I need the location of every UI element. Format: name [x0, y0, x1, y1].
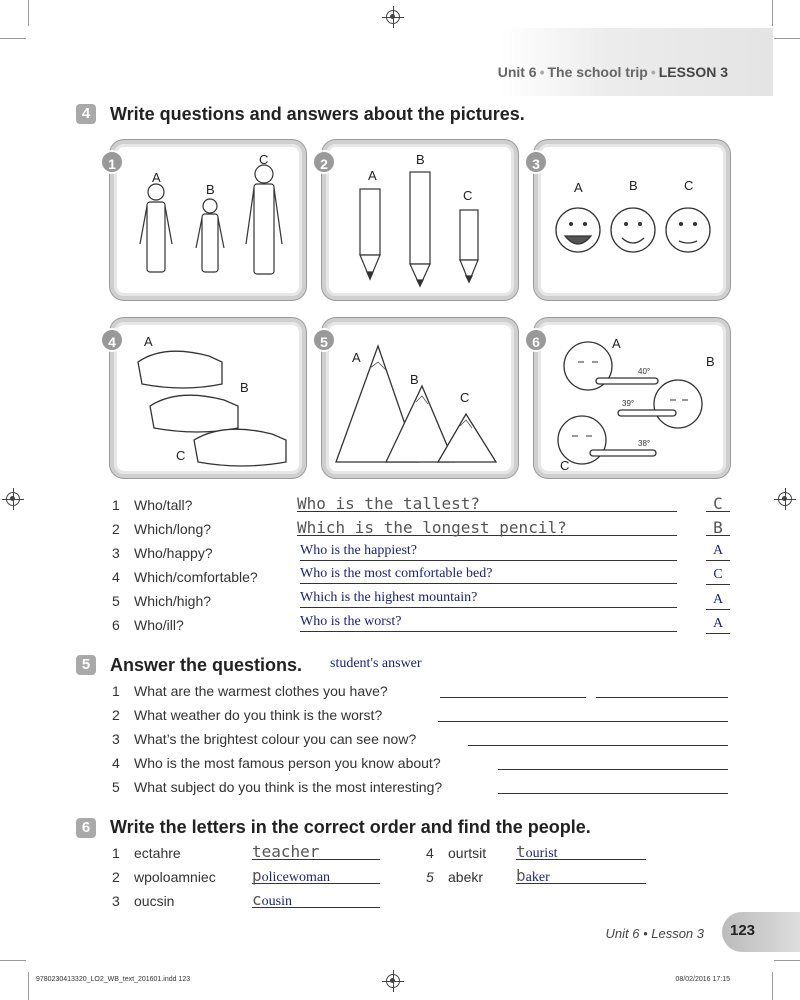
panel-3-number: 3	[524, 150, 548, 174]
question-row: 2 What weather do you think is the worst?	[112, 707, 383, 723]
panel-2-label-c: C	[463, 188, 473, 203]
registration-mark-icon	[6, 492, 20, 506]
panel-6-label-b: B	[706, 354, 715, 369]
answer-letter-field[interactable]: A	[706, 592, 730, 610]
header-lesson: LESSON 3	[658, 64, 728, 80]
answer-letter-field[interactable]: C	[706, 567, 730, 585]
header-unit: Unit 6	[497, 64, 537, 80]
header-topic: The school trip	[547, 64, 648, 80]
word-item: 3 oucsin	[112, 893, 175, 909]
picture-panel-5	[322, 318, 518, 478]
panel-1-label-a: A	[152, 170, 161, 185]
answer-field[interactable]	[468, 728, 728, 746]
answer-field[interactable]	[440, 680, 586, 698]
thermometer-3-reading: 38°	[638, 439, 651, 448]
thermometer-2-reading: 39°	[622, 399, 635, 408]
page-header: Unit 6 • The school trip • LESSON 3	[497, 64, 728, 80]
question-text: What weather do you think is the worst?	[134, 707, 383, 723]
registration-mark-icon	[386, 974, 400, 988]
crop-mark	[774, 960, 800, 961]
jumbled-word: ectahre	[134, 845, 181, 861]
panel-4-number: 4	[100, 328, 124, 352]
question-text: What are the warmest clothes you have?	[134, 683, 388, 699]
crop-mark	[0, 38, 26, 39]
answer-field[interactable]: Who is the tallest?	[297, 494, 677, 512]
question-prompt: Which/comfortable?	[134, 569, 258, 585]
word-answer-field[interactable]: policewoman	[252, 866, 380, 884]
word-answer-field[interactable]: cousin	[252, 890, 380, 908]
word-answer-field[interactable]: teacher	[252, 842, 380, 860]
word-item: 2 wpoloamniec	[112, 869, 216, 885]
answer-field[interactable]	[438, 704, 728, 722]
crop-mark	[28, 0, 29, 26]
panel-2-number: 2	[312, 150, 336, 174]
crop-mark	[772, 0, 773, 26]
section-4-number: 4	[76, 104, 96, 124]
picture-panel-1	[110, 140, 306, 300]
panel-1-label-b: B	[206, 182, 215, 197]
question-text: Who is the most famous person you know about?	[134, 755, 441, 771]
answer-field[interactable]: Who is the most comfortable bed?	[300, 566, 677, 584]
panel-3-label-b: B	[629, 178, 638, 193]
panel-1-number: 1	[100, 150, 124, 174]
section-5-note: student's answer	[330, 656, 422, 671]
picture-panel-2	[322, 140, 518, 300]
section-4-title: Write questions and answers about the pictures.	[110, 104, 525, 124]
word-item: 4 ourtsit	[426, 845, 487, 861]
panel-6-label-a: A	[612, 336, 621, 351]
question-row: 3 Who/happy?	[112, 545, 213, 561]
panel-6-label-c: C	[560, 458, 570, 473]
registration-mark-icon	[386, 10, 400, 24]
crop-mark	[774, 38, 800, 39]
print-slug-file: 9780230413320_LO2_WB_text_201601.indd 123	[36, 976, 191, 983]
answer-field[interactable]	[596, 680, 728, 698]
question-prompt: Which/high?	[134, 593, 212, 609]
question-row: 5 Which/high?	[112, 593, 212, 609]
question-text: What subject do you think is the most interesting?	[134, 779, 443, 795]
panel-5-number: 5	[312, 328, 336, 352]
question-row: 1 What are the warmest clothes you have?	[112, 683, 388, 699]
section-6-title: Write the letters in the correct order and find the people.	[110, 817, 591, 837]
question-row: 6 Who/ill?	[112, 617, 184, 633]
print-slug-date: 08/02/2016 17:15	[675, 976, 730, 983]
jumbled-word: oucsin	[134, 893, 175, 909]
question-text: What’s the brightest colour you can see now?	[134, 731, 417, 747]
jumbled-word: ourtsit	[448, 845, 487, 861]
panel-6-number: 6	[524, 328, 548, 352]
panel-1-label-c: C	[259, 152, 269, 167]
answer-letter-field[interactable]: B	[706, 518, 730, 536]
panel-5-label-a: A	[352, 350, 361, 365]
boys-height-illustration	[114, 144, 302, 296]
question-prompt: Who/ill?	[134, 617, 184, 633]
jumbled-word: abekr	[448, 869, 484, 885]
answer-field[interactable]	[498, 776, 728, 794]
section-5-title: Answer the questions.	[110, 655, 303, 675]
panel-4-label-b: B	[240, 380, 249, 395]
question-row: 4 Which/comfortable?	[112, 569, 258, 585]
ill-boys-illustration	[538, 322, 726, 474]
question-row: 1 Who/tall?	[112, 497, 193, 513]
panel-3-label-c: C	[684, 178, 694, 193]
question-prompt: Which/long?	[134, 521, 212, 537]
crop-mark	[0, 960, 26, 961]
pencils-illustration	[326, 144, 514, 296]
question-prompt: Who/tall?	[134, 497, 193, 513]
panel-4-label-c: C	[176, 448, 186, 463]
mountains-illustration	[326, 322, 514, 474]
panel-3-label-a: A	[574, 180, 583, 195]
answer-letter-field[interactable]: C	[706, 494, 730, 512]
answer-field[interactable]: Who is the worst?	[300, 614, 677, 632]
question-prompt: Who/happy?	[134, 545, 213, 561]
answer-field[interactable]	[498, 752, 728, 770]
question-row: 3 What’s the brightest colour you can see now?	[112, 731, 417, 747]
header-band	[497, 28, 773, 96]
answer-letter-field[interactable]: A	[706, 543, 730, 561]
faces-illustration	[538, 144, 726, 296]
crop-mark	[772, 972, 773, 1000]
panel-5-label-c: C	[460, 390, 470, 405]
footer-lesson-label: Unit 6 • Lesson 3	[605, 926, 704, 941]
beds-illustration	[114, 322, 302, 474]
answer-field[interactable]: Which is the highest mountain?	[300, 590, 677, 608]
picture-panel-6	[534, 318, 730, 478]
answer-field[interactable]: Which is the longest pencil?	[297, 518, 677, 536]
jumbled-word: wpoloamniec	[134, 869, 216, 885]
panel-2-label-b: B	[416, 152, 425, 167]
word-item: 5 abekr	[426, 869, 484, 885]
page-number: 123	[730, 922, 756, 939]
question-row: 4 Who is the most famous person you know about?	[112, 755, 441, 771]
registration-mark-icon	[778, 492, 792, 506]
question-row: 2 Which/long?	[112, 521, 212, 537]
word-item: 1 ectahre	[112, 845, 181, 861]
answer-letter-field[interactable]: A	[706, 616, 730, 634]
word-answer-field[interactable]: tourist	[516, 842, 646, 860]
panel-4-label-a: A	[144, 334, 153, 349]
answer-field[interactable]: Who is the happiest?	[300, 543, 677, 561]
picture-panel-4	[110, 318, 306, 478]
crop-mark	[28, 972, 29, 1000]
section-5-number: 5	[76, 655, 96, 675]
section-6-number: 6	[76, 818, 96, 838]
word-answer-field[interactable]: baker	[516, 866, 646, 884]
thermometer-1-reading: 40°	[638, 367, 651, 376]
picture-panel-3	[534, 140, 730, 300]
panel-2-label-a: A	[368, 168, 377, 183]
question-row: 5 What subject do you think is the most interesting?	[112, 779, 443, 795]
panel-5-label-b: B	[410, 372, 419, 387]
